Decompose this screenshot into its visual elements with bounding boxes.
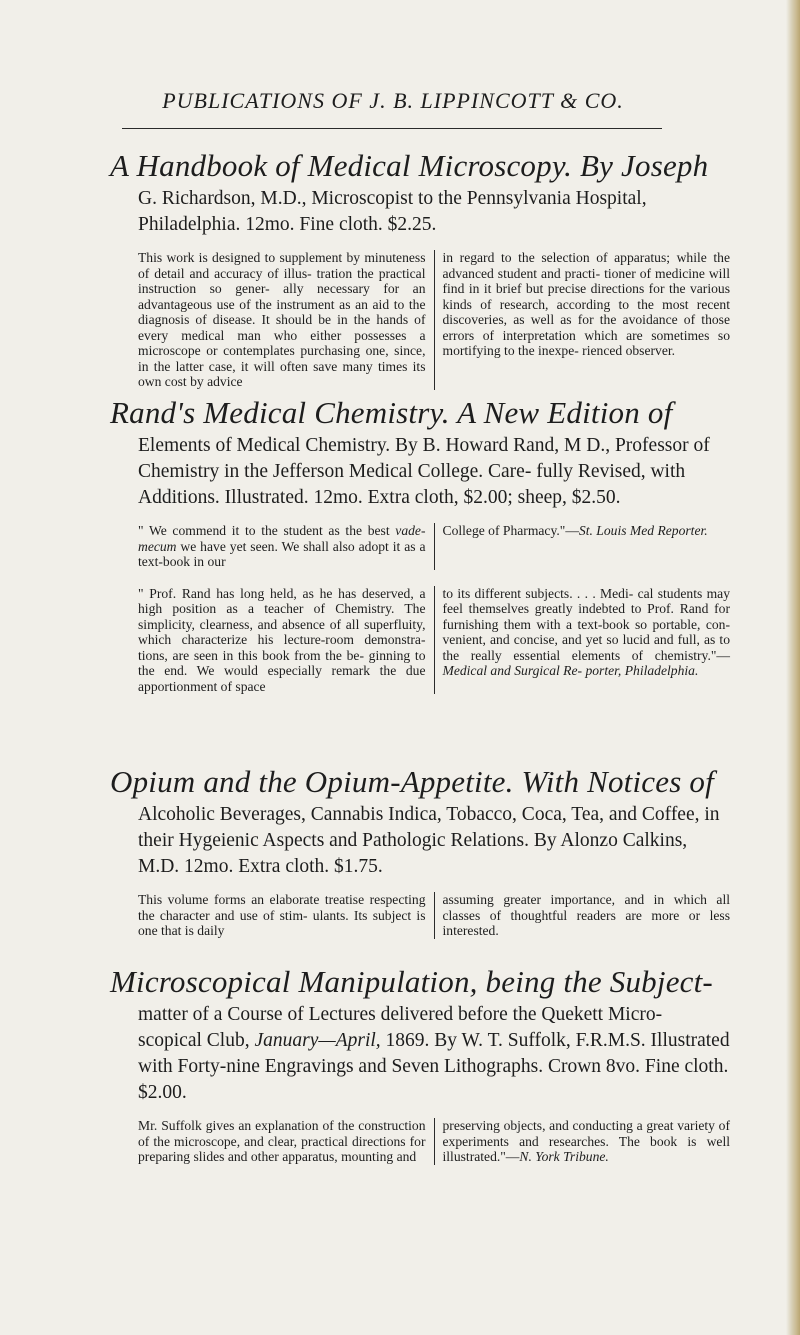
entry-microscopical-manipulation bbox=[110, 964, 730, 1165]
review-columns bbox=[138, 586, 730, 695]
entry-description: Elements of Medical Chemistry. By B. Howard Rand, M D., Professor of Chemistry in the Jefferson Medical College. Care- fully Revised, with Additions. Illustrated. 12mo. Extra cloth, $2.00; sheep, $2.50. bbox=[138, 435, 710, 508]
entry-description: G. Richardson, M.D., Microscopist to the Pennsylvania Hospital, Philadelphia. 12mo. Fine cloth. $2.25. bbox=[138, 188, 647, 235]
review-left: " We commend it to the student as the best vade-mecum we have yet seen. We shall also adopt it as a text-book in our bbox=[138, 523, 435, 570]
entry-rands-medical-chemistry bbox=[110, 395, 730, 694]
review-columns bbox=[138, 892, 730, 939]
book-spine-edge bbox=[786, 0, 800, 1335]
review-right bbox=[435, 523, 731, 570]
entry-title: Opium and the Opium-Appetite. With Notices of bbox=[110, 764, 714, 799]
review-right-text: assuming greater importance, and in which all classes of thoughtful readers are more or less interested. bbox=[442, 892, 730, 938]
review-right bbox=[435, 250, 731, 390]
review-columns bbox=[138, 1118, 730, 1165]
review-right-text: in regard to the selection of apparatus; while the advanced student and practi- tioner of medicine will find in it brief but precise directions for the various kinds of research, according to the most recent discoveries, as well as for the avoidance of those errors of interpretation which are sometimes so mortifying to the inexpe- rienced observer. bbox=[442, 250, 730, 358]
review-right-text: College of Pharmacy."— bbox=[442, 523, 579, 538]
entry-medical-microscopy bbox=[110, 148, 730, 390]
entry-title: A Handbook of Medical Microscopy. By Joseph bbox=[110, 148, 709, 183]
entry-title: Microscopical Manipulation, being the Subject- bbox=[110, 964, 713, 999]
review-columns bbox=[138, 523, 730, 570]
head-rule bbox=[122, 128, 662, 129]
review-source: N. York Tribune. bbox=[519, 1149, 609, 1164]
entry-opium-appetite bbox=[110, 764, 730, 939]
review-left: This work is designed to supplement by minuteness of detail and accuracy of illus- tration the practical instruction so gener- ally necessary for an advantageous use of the instrument as an aid to the diagnosis of disease. It should be in the hands of every medical man who either possesses a microscope or contemplates purchasing one, since, in the latter case, it will often save many times its own cost by advice bbox=[138, 250, 435, 390]
review-left: " Prof. Rand has long held, as he has deserved, a high position as a teacher of Chemistry. The simplicity, clearness, and absence of all superfluity, which characterize his lecture-room demonstra- tions, are seen in this book from the be- ginning to the end. We would especially remark the due apportionment of space bbox=[138, 586, 435, 695]
entry-description: Alcoholic Beverages, Cannabis Indica, Tobacco, Coca, Tea, and Coffee, in their Hygeienic Aspects and Pathologic Relations. By Alonzo Calkins, M.D. 12mo. Extra cloth. $1.75. bbox=[138, 804, 720, 877]
running-head: PUBLICATIONS OF J. B. LIPPINCOTT & CO. bbox=[162, 88, 624, 113]
review-right bbox=[435, 586, 731, 695]
review-right bbox=[435, 1118, 731, 1165]
review-source: Medical and Surgical Re- porter, Philadelphia. bbox=[442, 663, 699, 678]
review-left: Mr. Suffolk gives an explanation of the construction of the microscope, and clear, practical directions for preparing slides and other apparatus, mounting and bbox=[138, 1118, 435, 1165]
review-left: This volume forms an elaborate treatise respecting the character and use of stim- ulants. Its subject is one that is daily bbox=[138, 892, 435, 939]
review-right-text: preserving objects, and conducting a great variety of experiments and researches. The book is well illustrated."— bbox=[442, 1118, 730, 1164]
review-columns bbox=[138, 250, 730, 390]
review-source: St. Louis Med Reporter. bbox=[578, 523, 708, 538]
review-right-text: to its different subjects. . . . Medi- cal students may feel themselves greatly indebted to Prof. Rand for furnishing them with a text-book so portable, con- venient, and concise, and yet so lucid and full, as to the really essential elements of chemistry."— bbox=[442, 585, 730, 663]
review-right bbox=[435, 892, 731, 939]
entry-description: matter of a Course of Lectures delivered before the Quekett Micro- scopical Club, January—April, 1869. By W. T. Suffolk, F.R.M.S. Illustrated with Forty-nine Engravings and Seven Lithographs. Crown 8vo. Fine cloth. $2.00. bbox=[138, 1004, 730, 1103]
entry-title: Rand's Medical Chemistry. A New Edition of bbox=[110, 395, 673, 430]
